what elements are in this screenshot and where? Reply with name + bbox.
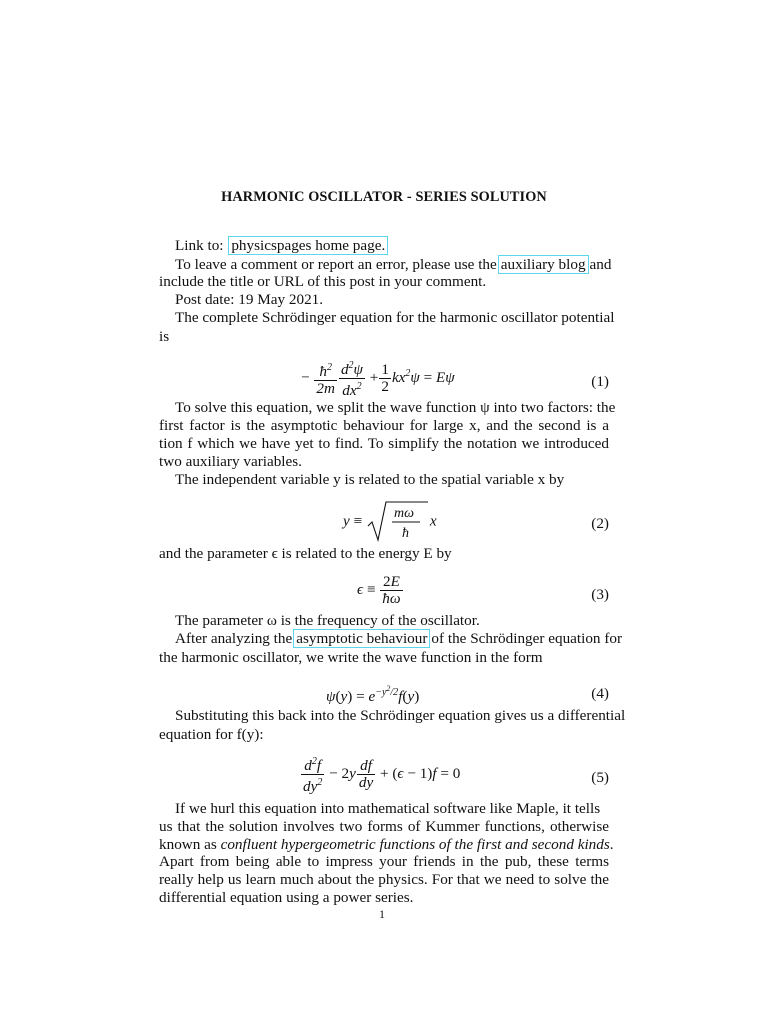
final-line-2: us that the solution involves two forms of Kummer functions, otherwise bbox=[159, 818, 609, 835]
comment-prefix: To leave a comment or report an error, please use the bbox=[175, 256, 497, 273]
page-number: 1 bbox=[379, 907, 385, 921]
split-line-3: tion f which we have yet to find. To simplify the notation we introduced bbox=[159, 435, 609, 452]
emphasized-term: confluent hypergeometric functions of the first and second kinds bbox=[220, 836, 610, 853]
asymptotic-behaviour-link[interactable]: asymptotic behaviour bbox=[293, 629, 430, 648]
equation-1-number: (1) bbox=[591, 373, 609, 390]
equation-5-number: (5) bbox=[591, 769, 609, 786]
split-line-1: To solve this equation, we split the wave function ψ into two factors: the bbox=[175, 399, 616, 416]
final-line-1: If we hurl this equation into mathematical software like Maple, it tells bbox=[175, 800, 601, 817]
comment-suffix: and bbox=[589, 256, 612, 273]
equation-1: − $\frac{ħ^2}{2m}$ $\frac{d^2\psi}{dx^2}$ + $\frac{1}{2}$ $kx^2\psi = E\psi$ bbox=[301, 360, 455, 399]
final-line-4: really help us learn much about the physics. For that we need to solve the bbox=[159, 871, 609, 888]
substitution-line-1: Substituting this back into the Schrödinger equation gives us a differential bbox=[175, 707, 626, 724]
intro-line-1: The complete Schrödinger equation for the harmonic oscillator potential bbox=[175, 309, 615, 326]
equation-5: $\frac{d^2f}{dy^2}$ − 2y $\frac{df}{dy}$ + (ϵ − 1)f = 0 bbox=[303, 756, 461, 795]
svg-text:ħ: ħ bbox=[401, 526, 409, 541]
physicspages-home-link[interactable]: physicspages home page. bbox=[228, 236, 388, 255]
auxiliary-blog-link[interactable]: auxiliary blog bbox=[498, 255, 589, 274]
sqrt-sign bbox=[366, 500, 430, 544]
equation-2-number: (2) bbox=[591, 515, 609, 532]
asymptotic-suffix: of the Schrödinger equation for bbox=[431, 630, 623, 647]
intro-line-2: is bbox=[159, 328, 170, 345]
known-as-line bbox=[159, 836, 614, 854]
known-as-suffix: . bbox=[609, 836, 614, 853]
equation-4: $\psi(y) = e^{-y^2/2}f(y)$ bbox=[326, 684, 420, 705]
asymptotic-line bbox=[175, 630, 622, 648]
parameter-line: and the parameter ϵ is related to the energy E by bbox=[159, 545, 452, 562]
equation-3: ϵ ≡ $\frac{2E}{ħ\omega}$ bbox=[357, 573, 401, 607]
equation-2: y ≡ mω ħ x bbox=[343, 500, 437, 544]
omega-line: The parameter ω is the frequency of the oscillator. bbox=[175, 612, 480, 629]
equation-4-number: (4) bbox=[591, 685, 609, 702]
page-title: HARMONIC OSCILLATOR - SERIES SOLUTION bbox=[221, 189, 547, 205]
form-line: the harmonic oscillator, we write the wave function in the form bbox=[159, 649, 543, 666]
svg-text:mω: mω bbox=[393, 506, 414, 521]
final-line-3: Apart from being able to impress your friends in the pub, these terms bbox=[159, 853, 609, 870]
link-line bbox=[175, 237, 389, 255]
independent-variable-line: The independent variable y is related to the spatial variable x by bbox=[175, 471, 565, 488]
link-prefix: Link to: bbox=[175, 237, 224, 254]
known-as-prefix: known as bbox=[159, 836, 217, 853]
final-line-5: differential equation using a power series. bbox=[159, 889, 414, 906]
substitution-line-2: equation for f(y): bbox=[159, 726, 264, 743]
asymptotic-prefix: After analyzing the bbox=[175, 630, 293, 647]
equation-3-number: (3) bbox=[591, 586, 609, 603]
split-line-2: first factor is the asymptotic behaviour for large x, and the second is a bbox=[159, 417, 609, 434]
split-line-4: two auxiliary variables. bbox=[159, 453, 302, 470]
comment-line-2: include the title or URL of this post in your comment. bbox=[159, 273, 487, 290]
comment-line-1 bbox=[175, 256, 611, 274]
post-date: Post date: 19 May 2021. bbox=[175, 291, 324, 308]
